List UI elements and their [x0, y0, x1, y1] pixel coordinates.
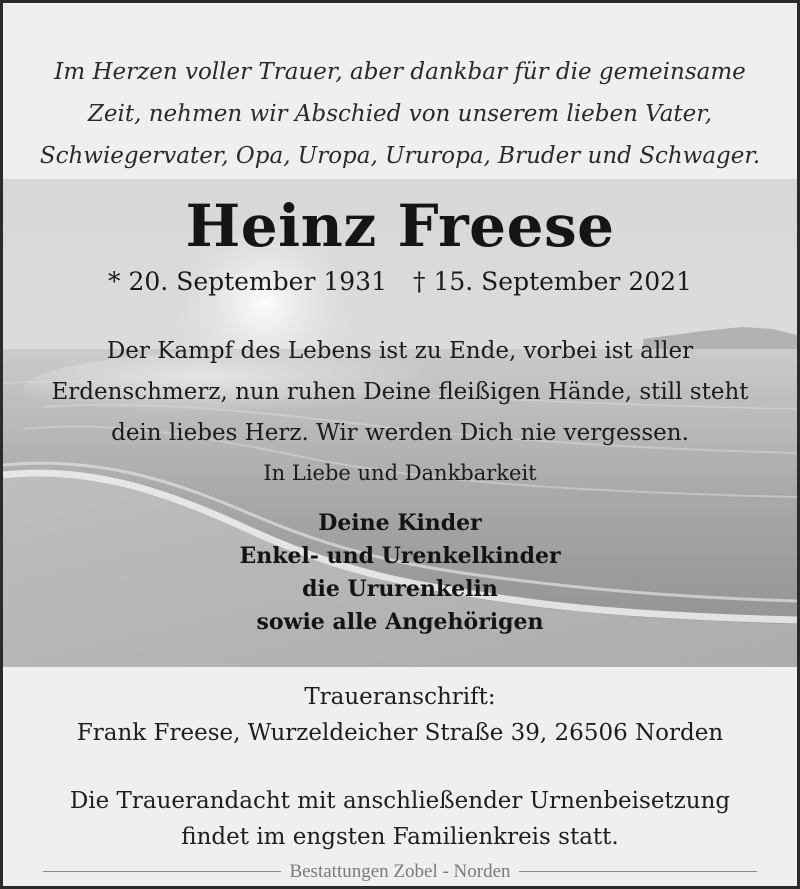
signer: sowie alle Angehörigen: [256, 609, 544, 635]
verse-line: Erdenschmerz, nun ruhen Deine fleißigen Hände, still steht: [51, 379, 749, 405]
sea-shore-background-image: [3, 179, 797, 667]
intro-line: Zeit, nehmen wir Abschied von unserem lieben Vater,: [87, 101, 713, 127]
address-line: Frank Freese, Wurzeldeicher Straße 39, 26506 Norden: [76, 720, 724, 746]
intro-line: Im Herzen voller Trauer, aber dankbar für die gemeinsame: [54, 59, 746, 85]
funeral-home-credit: Bestattungen Zobel - Norden: [281, 861, 518, 882]
address-label: Traueranschrift:: [304, 684, 496, 710]
service-info: [3, 783, 797, 855]
intro-line: Schwiegervater, Opa, Uropa, Ururopa, Bruder und Schwager.: [39, 143, 761, 169]
verse-line: Der Kampf des Lebens ist zu Ende, vorbei ist aller: [106, 338, 694, 364]
death-date: † 15. September 2021: [413, 267, 692, 296]
verse-text: [3, 331, 797, 454]
signer: die Ururenkelin: [302, 576, 498, 602]
intro-text: [3, 51, 797, 177]
signer: Enkel- und Urenkelkinder: [239, 543, 561, 569]
closing-line: In Liebe und Dankbarkeit: [263, 461, 537, 485]
footer: [3, 860, 797, 884]
service-line: findet im engsten Familienkreis statt.: [181, 824, 619, 850]
signers-list: [3, 507, 797, 639]
signer: Deine Kinder: [318, 510, 482, 536]
deceased-name: Heinz Freese: [185, 192, 615, 260]
life-dates: [3, 265, 797, 299]
mourning-address: [3, 679, 797, 751]
service-line: Die Trauerandacht mit anschließender Urnenbeisetzung: [69, 788, 731, 814]
birth-date: * 20. September 1931: [108, 267, 387, 296]
verse-line: dein liebes Herz. Wir werden Dich nie vergessen.: [111, 420, 689, 446]
